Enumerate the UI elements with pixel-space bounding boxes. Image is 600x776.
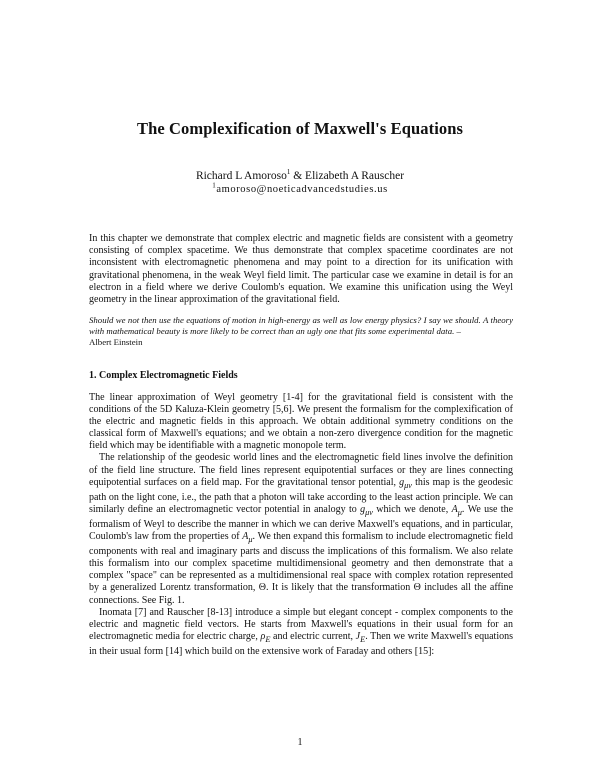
subscript-munu: μν [404,480,412,490]
quote-text: Should we not then use the equations of motion in high-energy as well as low energy physics? I say we should. A theory with mathematical beauty is more likely to be correct than an ugly one that fits some experimental data. – [89,315,513,336]
abstract-paragraph: In this chapter we demonstrate that complex electric and magnetic fields are consistent with a geometry consisting of complex spacetime. We thus demonstrate that complex spacetime coordinates are not inconsistent with electromagnetic phenomena and may point to a direction for its unification with gravitational phenomena, in the weak Weyl field limit. The particular case we examine in detail is for an electron in a field where we derive Coulomb's equation. We examine this unification using the Weyl geometry in the linear approximation of the gravitational field. [89,233,513,306]
section-body [89,392,513,658]
para2-text-c: which we denote, [372,503,449,515]
para3-text-b: and electric current, [270,630,353,642]
epigraph-quote [89,315,513,348]
page-number: 1 [297,737,303,748]
para2-text-a: The relationship of the geodesic world lines and the electromagnetic field lines involve the definition of the field line structure. The field lines represent equipotential surfaces or they are lines connecting equipotential surfaces on a field map. For the gravitational tensor potential, [89,452,513,488]
para3-text-a: Inomata [7] and Rauscher [8-13] introduce a simple but elegant concept - complex components to the electric and magnetic field vectors. He starts from Maxwell's equations in their usual form for an electromagnetic media for electric charge, [89,606,513,642]
math-j-e [356,631,366,642]
subscript-mu: μ [248,535,253,545]
quote-author: Albert Einstein [89,337,143,347]
subscript-mu: μ [457,507,462,517]
symbol-g: g [360,503,366,515]
symbol-theta-2: Θ [413,582,421,594]
email-affiliation-mark: 1 [212,181,217,190]
math-rho-e [261,631,271,642]
para3-text-c: . Then we write Maxwell's equations in their usual form [14] which build on the extensive work of Faraday and others [15]: [89,630,513,657]
para2-text-g: includes all the affine connections. See Fig. 1. [89,582,514,606]
author-names [0,169,600,183]
symbol-g: g [399,476,405,488]
math-a-mu [452,504,462,515]
symbol-a: A [451,503,458,515]
subscript-munu: μν [365,507,373,517]
symbol-j: J [355,630,361,642]
symbol-a: A [242,531,249,543]
subscript-e: E [265,634,271,644]
body-paragraph-1: The linear approximation of Weyl geometry [1-4] for the gravitational field is consistent with the conditions of the 5D Kaluza-Klein geometry [5,6]. We present the formalism for the complexification of the electric and magnetic fields in this approach. We obtain additional symmetry conditions on the classical form of Maxwell's equations; and we obtain a non-zero divergence condition for the magnetic field which may be identifiable with a magnetic monopole term. [89,392,513,452]
symbol-theta: Θ [258,582,267,594]
body-paragraph-2 [89,452,513,606]
subscript-e: E [360,634,366,644]
math-g-munu-2 [360,504,373,515]
para2-text-e: . We then expand this formalism to include electromagnetic field components with real and imaginary parts and discuss the implications of this formalism. We also relate this formalism into our complex spacetime multidimensional geometry and then demonstrate that a complex "space" can be represented as a multidimensional real space with complex rotation represented by a generalized Lorentz transformation, [89,531,513,594]
author-email[interactable]: amoroso@noeticadvancedstudies.us [216,184,388,195]
author-affiliation-mark: 1 [286,168,291,177]
para2-text-b: this map is the geodesic path on the light cone, i.e., the path that a photon will take according to the least action principle. We can similarly define an electromagnetic vector potential in analogy to [89,476,513,515]
section-heading: 1. Complex Electromagnetic Fields [89,370,238,381]
author-email-line [0,183,600,197]
para2-text-f: . It is likely that the transformation [266,582,411,594]
page-title: The Complexification of Maxwell's Equations [136,119,464,138]
para2-text-d: . We use the formalism of Weyl to describe the manner in which we can derive Maxwell's equations, and in particular, Coulomb's law from the properties of [89,503,514,543]
author-name-second: & Elizabeth A Rauscher [290,170,405,182]
author-block [0,169,600,197]
math-g-munu [399,477,412,488]
body-paragraph-3 [89,607,513,658]
math-a-mu-2 [242,531,253,545]
author-name-first: Richard L Amoroso [195,170,287,182]
symbol-rho: ρ [260,630,266,642]
